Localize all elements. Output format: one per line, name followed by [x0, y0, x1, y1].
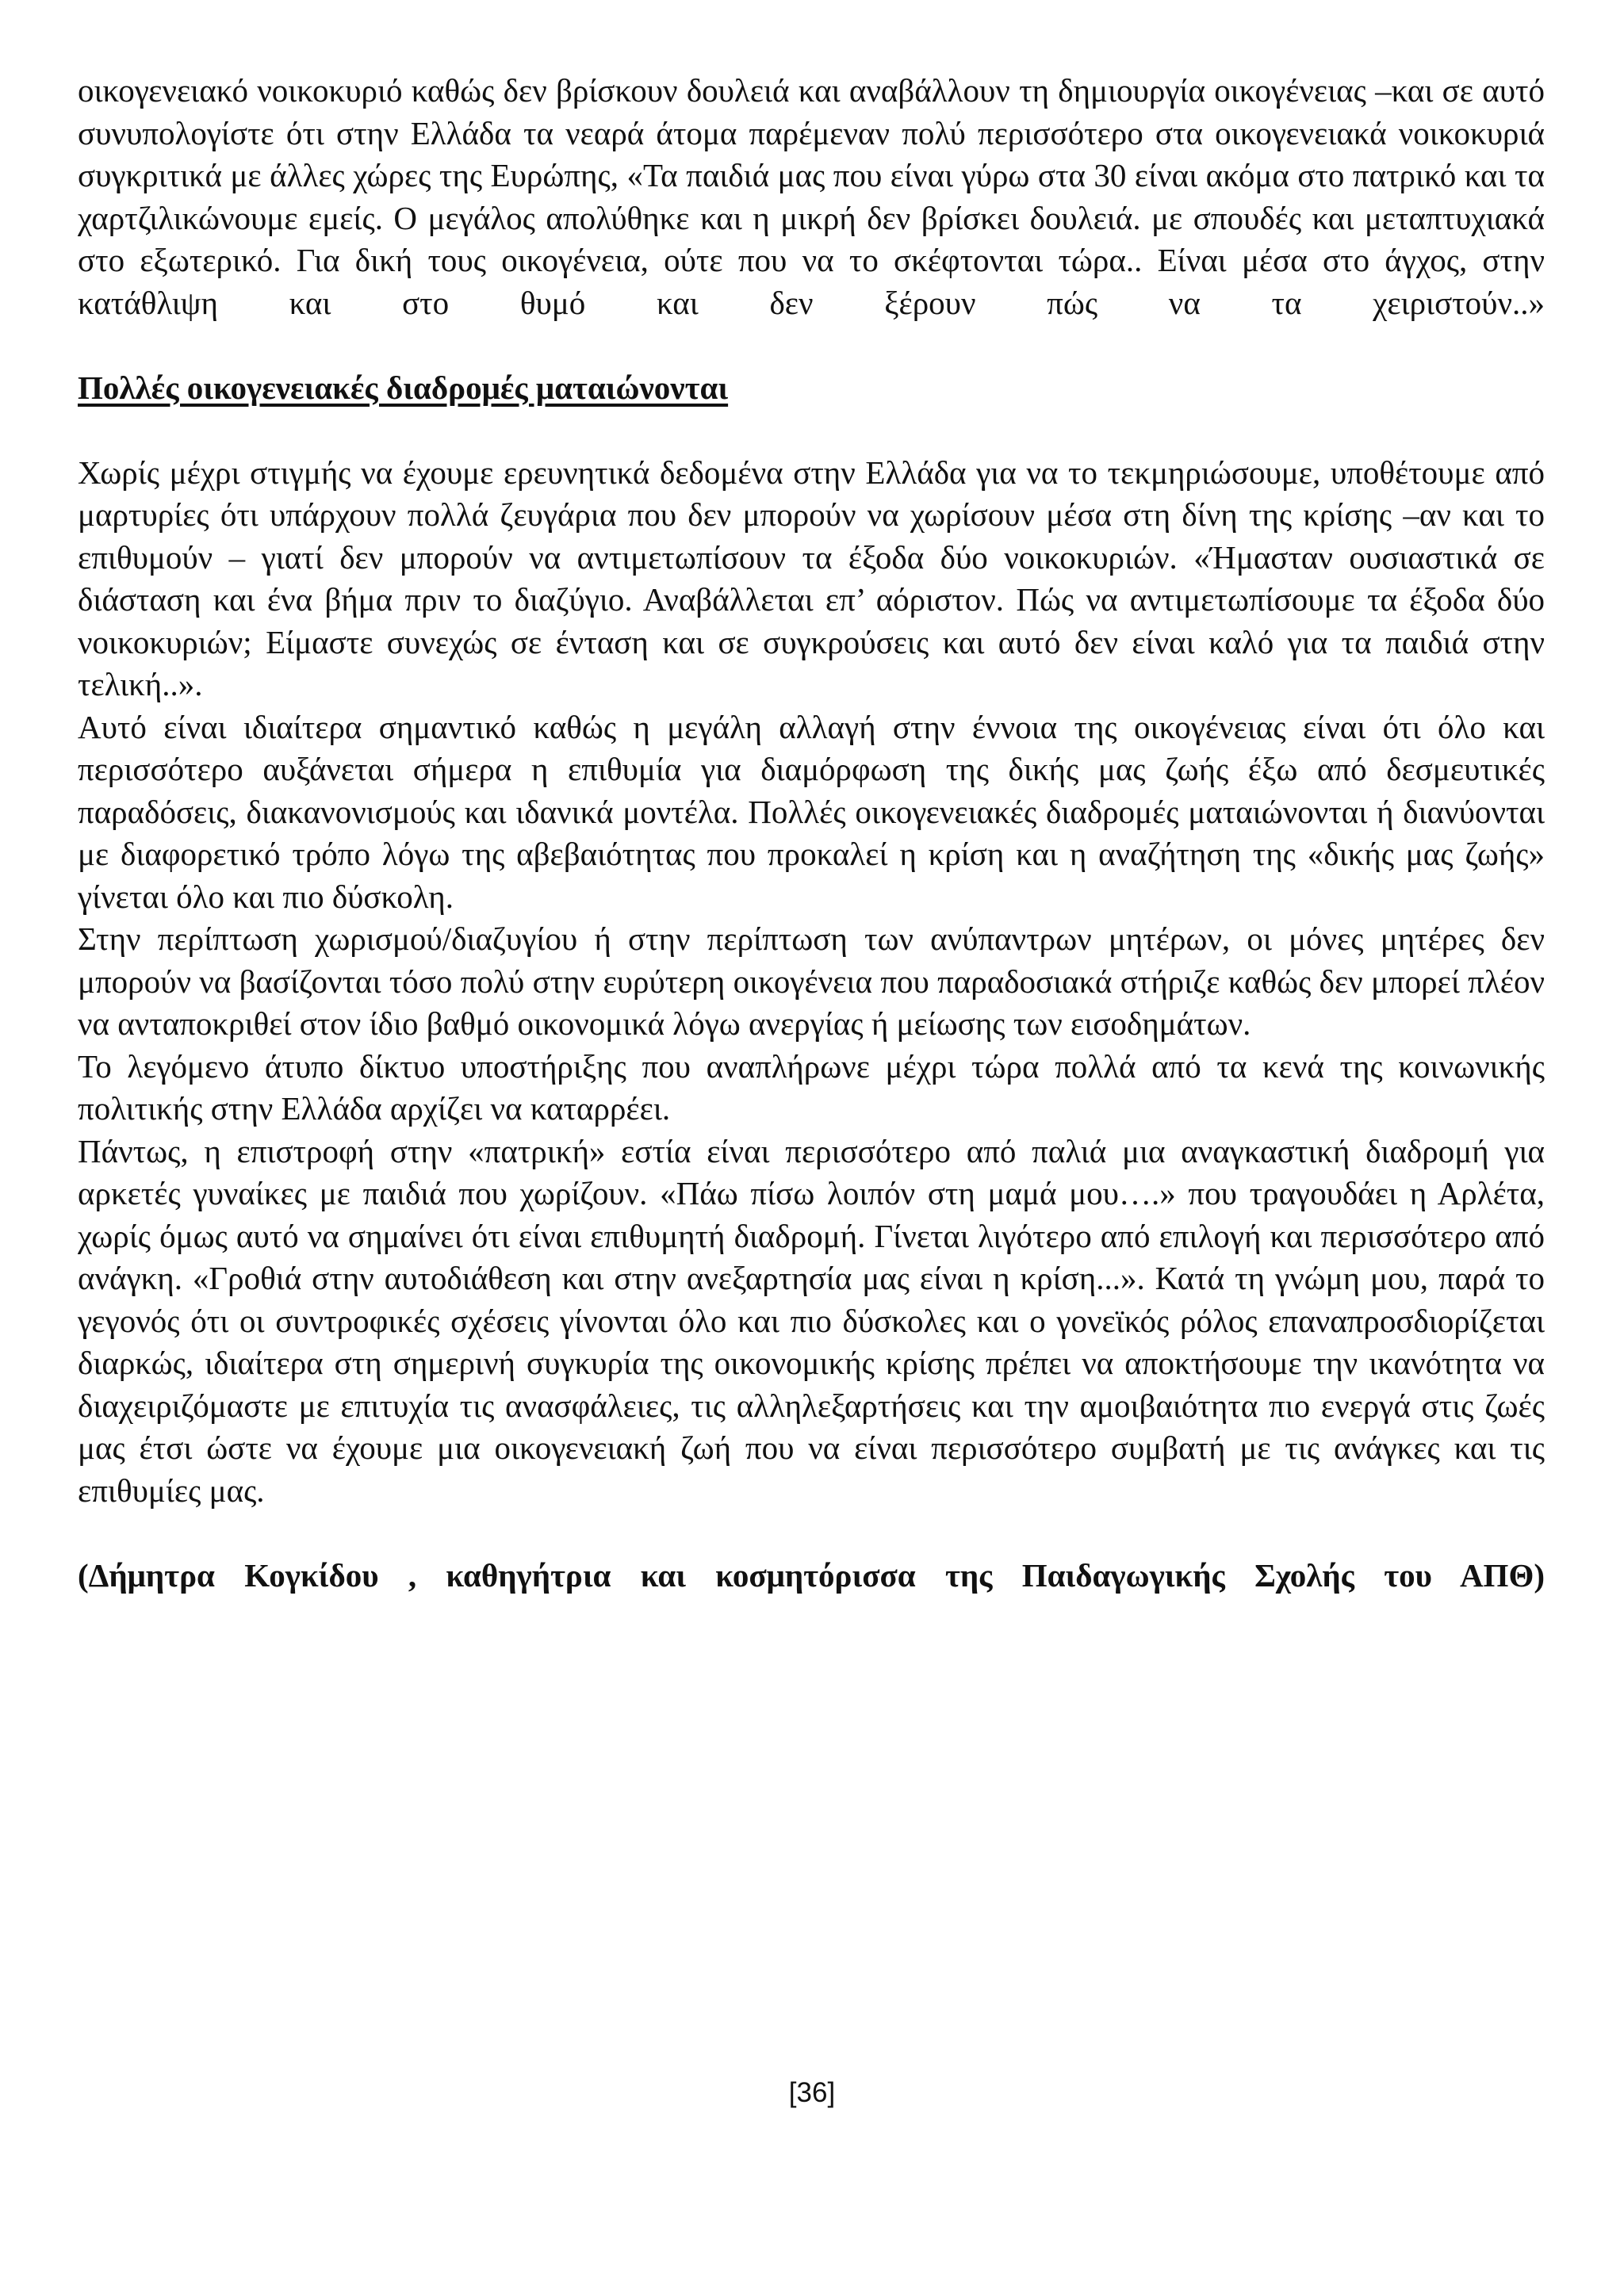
- page-number: [36]: [788, 2077, 836, 2108]
- paragraph-gap: [78, 409, 1545, 452]
- paragraph-gap: [78, 1512, 1545, 1555]
- author-signature: (Δήμητρα Κογκίδου , καθηγήτρια και κοσμητόρισσα της Παιδαγωγικής Σχολής του ΑΠΘ): [78, 1556, 1545, 1594]
- body-paragraph: Χωρίς μέχρι στιγμής να έχουμε ερευνητικά δεδομένα στην Ελλάδα για να το τεκμηριώσουμε, υποθέτουμε από μαρτυρίες ότι υπάρχουν πολλά ζευγάρια που δεν μπορούν να χωρίσουν μέσα στη δίνη της κρίσης –αν και το επιθυμούν – γιατί δεν μπορούν να αντιμετωπίσουν τα έξοδα δύο νοικοκυριών. «Ήμασταν ουσιαστικά σε διάσταση και ένα βήμα πριν το διαζύγιο. Αναβάλλεται επ’ αόριστον. Πώς να αντιμετωπίσουμε τα έξοδα δύο νοικοκυριών; Είμαστε συνεχώς σε ένταση και σε συγκρούσεις και αυτό δεν είναι καλό για τα παιδιά στην τελική..».: [78, 453, 1545, 702]
- body-paragraph: Στην περίπτωση χωρισμού/διαζυγίου ή στην περίπτωση των ανύπαντρων μητέρων, οι μόνες μητέρες δεν μπορούν να βασίζονται τόσο πολύ στην ευρύτερη οικογένεια που παραδοσιακά στήριζε καθώς δεν μπορεί πλέον να ανταποκριθεί στον ίδιο βαθμό οικονομικά λόγω ανεργίας ή μείωσης των εισοδημάτων.: [78, 920, 1545, 1042]
- body-paragraph: Το λεγόμενο άτυπο δίκτυο υποστήριξης που αναπλήρωνε μέχρι τώρα πολλά από τα κενά της κοινωνικής πολιτικής στην Ελλάδα αρχίζει να καταρρέει.: [78, 1047, 1545, 1127]
- section-heading: Πολλές οικογενειακές διαδρομές ματαιώνονται: [78, 369, 729, 406]
- body-paragraph: Πάντως, η επιστροφή στην «πατρική» εστία είναι περισσότερο από παλιά μια αναγκαστική διαδρομή για αρκετές γυναίκες με παιδιά που χωρίζουν. «Πάω πίσω λοιπόν στη μαμά μου….» που τραγουδάει η Αρλέτα, χωρίς όμως αυτό να σημαίνει ότι είναι επιθυμητή διαδρομή. Γίνεται λιγότερο από επιλογή και περισσότερο από ανάγκη. «Γροθιά στην αυτοδιάθεση και στην ανεξαρτησία μας είναι η κρίση...». Κατά τη γνώμη μου, παρά το γεγονός ότι οι συντροφικές σχέσεις γίνονται όλο και πιο δύσκολες και ο γονεϊκός ρόλος επαναπροσδιορίζεται διαρκώς, ιδιαίτερα στη σημερινή συγκυρία της οικονομικής κρίσης πρέπει να αποκτήσουμε την ικανότητα να διαχειριζόμαστε με επιτυχία τις ανασφάλειες, τις αλληλεξαρτήσεις και την αμοιβαιότητα πιο ενεργά στις ζωές μας έτσι ώστε να έχουμε μια οικογενειακή ζωή που να είναι περισσότερο συμβατή με τις ανάγκες και τις επιθυμίες μας.: [78, 1132, 1545, 1509]
- intro-paragraph: οικογενειακό νοικοκυριό καθώς δεν βρίσκουν δουλειά και αναβάλλουν τη δημιουργία οικογένειας –και σε αυτό συνυπολογίστε ότι στην Ελλάδα τα νεαρά άτομα παρέμεναν πολύ περισσότερο στα οικογενειακά νοικοκυριά συγκριτικά με άλλες χώρες της Ευρώπης, «Τα παιδιά μας που είναι γύρω στα 30 είναι ακόμα στο πατρικό και τα χαρτζιλικώνουμε εμείς. Ο μεγάλος απολύθηκε και η μικρή δεν βρίσκει δουλειά. με σπουδές και μεταπτυχιακά στο εξωτερικό. Για δική τους οικογένεια, ούτε που να το σκέφτονται τώρα.. Είναι μέσα στο άγχος, στην κατάθλιψη και στο θυμό και δεν ξέρουν πώς να τα χειριστούν..»: [78, 72, 1545, 321]
- document-page: [78, 70, 1545, 1597]
- paragraph-gap: [78, 324, 1545, 367]
- body-paragraph: Αυτό είναι ιδιαίτερα σημαντικό καθώς η μεγάλη αλλαγή στην έννοια της οικογένειας είναι ότι όλο και περισσότερο αυξάνεται σήμερα η επιθυμία για διαμόρφωση της δικής μας ζωής έξω από δεσμευτικές παραδόσεις, διακανονισμούς και ιδανικά μοντέλα. Πολλές οικογενειακές διαδρομές ματαιώνονται ή διανύονται με διαφορετικό τρόπο λόγω της αβεβαιότητας που προκαλεί η κρίση και η αναζήτηση της «δικής μας ζωής» γίνεται όλο και πιο δύσκολη.: [78, 708, 1545, 915]
